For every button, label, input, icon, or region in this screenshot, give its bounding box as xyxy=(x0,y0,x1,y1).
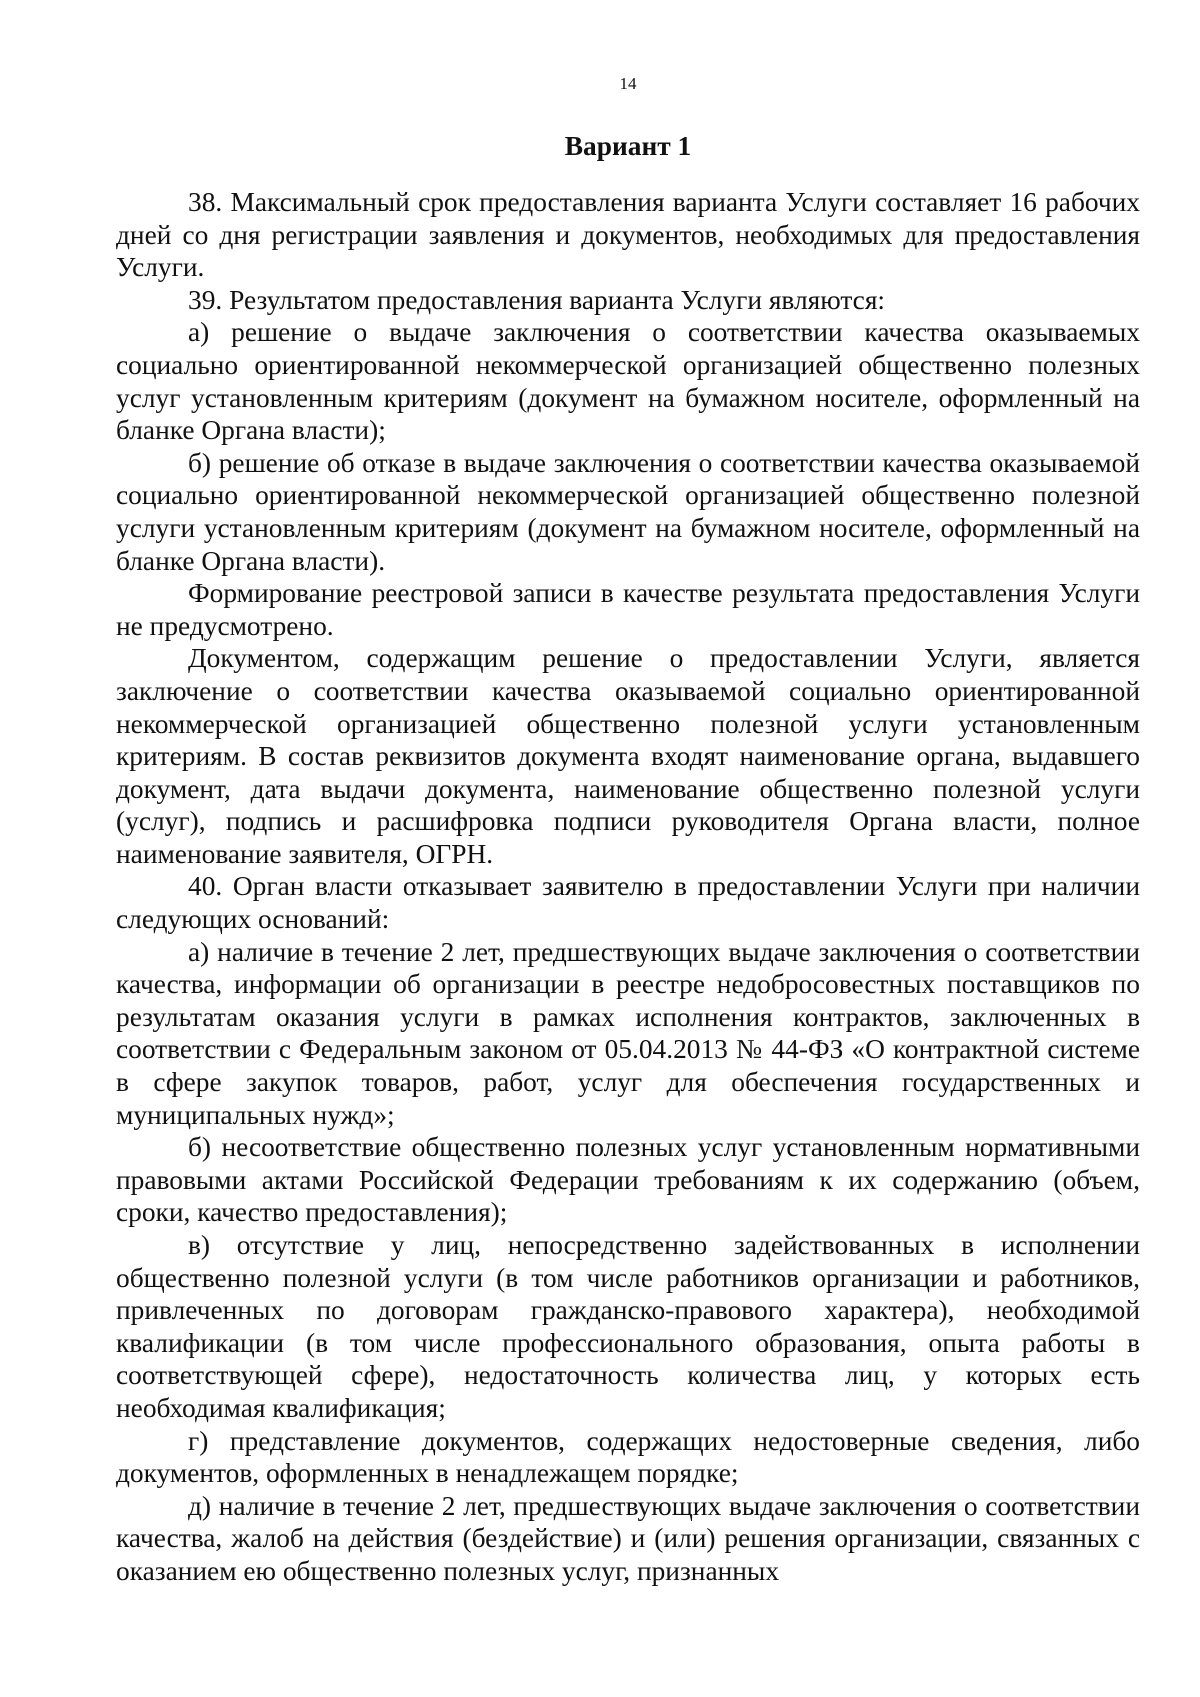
paragraph-39-a: а) решение о выдаче заключения о соответствии качества оказываемых социально ориентированной некоммерческой организацией общественно полезных услуг установленным критериям (документ на бумажном носителе, оформленный на бланке Органа власти); xyxy=(116,317,1140,446)
paragraph-38: 38. Максимальный срок предоставления варианта Услуги составляет 16 рабочих дней со дня регистрации заявления и документов, необходимых для предоставления Услуги. xyxy=(116,187,1140,283)
paragraph-registry-record: Формирование реестровой записи в качестве результата предоставления Услуги не предусмотрено. xyxy=(116,578,1140,641)
paragraph-40-a: а) наличие в течение 2 лет, предшествующих выдаче заключения о соответствии качества, информации об организации в реестре недобросовестных поставщиков по результатам оказания услуги в рамках исполнения контрактов, заключенных в соответствии с Федеральным законом от 05.04.2013 № 44-ФЗ «О контрактной системе в сфере закупок товаров, работ, услуг для обеспечения государственных и муниципальных нужд»; xyxy=(116,936,1140,1130)
section-heading: Вариант 1 xyxy=(564,131,692,161)
paragraph-40-b: б) несоответствие общественно полезных услуг установленным нормативными правовыми актами Российской Федерации требованиям к их содержанию (объем, сроки, качество предоставления); xyxy=(116,1132,1140,1228)
paragraph-39: 39. Результатом предоставления варианта Услуги являются: xyxy=(188,284,886,315)
page-number: 14 xyxy=(619,74,637,93)
body-text xyxy=(116,186,1140,1588)
paragraph-decision-document: Документом, содержащим решение о предоставлении Услуги, является заключение о соответствии качества оказываемой социально ориентированной некоммерческой организацией общественно полезной услуги установленным критериям. В состав реквизитов документа входят наименование органа, выдавшего документ, дата выдачи документа, наименование общественно полезной услуги (услуг), подпись и расшифровка подписи руководителя Органа власти, полное наименование заявителя, ОГРН. xyxy=(116,643,1140,869)
paragraph-40-v: в) отсутствие у лиц, непосредственно задействованных в исполнении общественно полезной услуги (в том числе работников организации и работников, привлеченных по договорам гражданско-правового характера), необходимой квалификации (в том числе профессионального образования, опыта работы в соответствующей сфере), недостаточность количества лиц, у которых есть необходимая квалификация; xyxy=(116,1230,1140,1423)
paragraph-39-b: б) решение об отказе в выдаче заключения о соответствии качества оказываемой социально ориентированной некоммерческой организацией общественно полезной услуги установленным критериям (документ на бумажном носителе, оформленный на бланке Органа власти). xyxy=(116,447,1140,576)
paragraph-40: 40. Орган власти отказывает заявителю в предоставлении Услуги при наличии следующих оснований: xyxy=(116,871,1140,935)
paragraph-40-d: д) наличие в течение 2 лет, предшествующих выдаче заключения о соответствии качества, жалоб на действия (бездействие) и (или) решения организации, связанных с оказанием ею общественно полезных услуг, признанных xyxy=(116,1490,1140,1586)
paragraph-40-g: г) представление документов, содержащих недостоверные сведения, либо документов, оформленных в ненадлежащем порядке; xyxy=(116,1425,1140,1489)
